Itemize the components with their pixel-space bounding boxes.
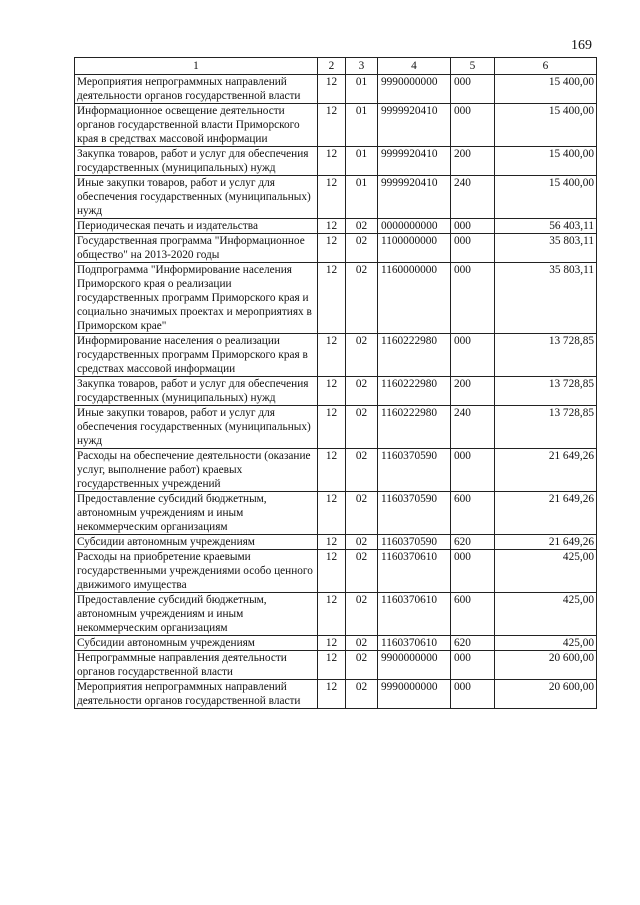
item-name-cell: Мероприятия непрограммных направлений деятельности органов государственной власти: [75, 680, 318, 709]
code-cell: 1160370590: [378, 492, 451, 535]
code-cell: 1160370610: [378, 636, 451, 651]
code-cell: 02: [346, 406, 378, 449]
table-row: [75, 492, 597, 535]
item-name-cell: Иные закупки товаров, работ и услуг для обеспечения государственных (муниципальных) нужд: [75, 406, 318, 449]
code-cell: 600: [451, 492, 495, 535]
table-row: [75, 680, 597, 709]
code-cell: 12: [318, 651, 346, 680]
table-row: [75, 651, 597, 680]
table-row: [75, 234, 597, 263]
sum-cell: 20 600,00: [495, 680, 597, 709]
code-cell: 12: [318, 680, 346, 709]
table-row: [75, 75, 597, 104]
code-cell: 000: [451, 651, 495, 680]
code-cell: 1160222980: [378, 406, 451, 449]
sum-cell: 15 400,00: [495, 75, 597, 104]
table-row: [75, 219, 597, 234]
code-cell: 000: [451, 75, 495, 104]
table-row: [75, 147, 597, 176]
item-name-cell: Субсидии автономным учреждениям: [75, 636, 318, 651]
sum-cell: 425,00: [495, 636, 597, 651]
item-name-cell: Иные закупки товаров, работ и услуг для обеспечения государственных (муниципальных) нужд: [75, 176, 318, 219]
code-cell: 12: [318, 406, 346, 449]
table-row: [75, 334, 597, 377]
sum-cell: 21 649,26: [495, 492, 597, 535]
code-cell: 12: [318, 104, 346, 147]
item-name-cell: Закупка товаров, работ и услуг для обеспечения государственных (муниципальных) нужд: [75, 147, 318, 176]
sum-cell: 13 728,85: [495, 406, 597, 449]
code-cell: 12: [318, 492, 346, 535]
code-cell: 000: [451, 334, 495, 377]
code-cell: 02: [346, 377, 378, 406]
sum-cell: 15 400,00: [495, 176, 597, 219]
budget-table: [74, 57, 597, 709]
code-cell: 1100000000: [378, 234, 451, 263]
sum-cell: 21 649,26: [495, 449, 597, 492]
table-body: [75, 75, 597, 709]
code-cell: 000: [451, 104, 495, 147]
header-cell: 5: [451, 58, 495, 75]
code-cell: 000: [451, 234, 495, 263]
code-cell: 1160370610: [378, 550, 451, 593]
item-name-cell: Информационное освещение деятельности органов государственной власти Приморского края в средствах массовой информации: [75, 104, 318, 147]
code-cell: 02: [346, 219, 378, 234]
code-cell: 12: [318, 263, 346, 334]
item-name-cell: Субсидии автономным учреждениям: [75, 535, 318, 550]
code-cell: 9999920410: [378, 104, 451, 147]
code-cell: 02: [346, 535, 378, 550]
code-cell: 9990000000: [378, 680, 451, 709]
code-cell: 02: [346, 334, 378, 377]
code-cell: 1160222980: [378, 334, 451, 377]
sum-cell: 35 803,11: [495, 263, 597, 334]
item-name-cell: Расходы на обеспечение деятельности (оказание услуг, выполнение работ) краевых государственных учреждений: [75, 449, 318, 492]
code-cell: 02: [346, 234, 378, 263]
table-header-row: [75, 58, 597, 75]
table-row: [75, 104, 597, 147]
code-cell: 000: [451, 550, 495, 593]
sum-cell: 35 803,11: [495, 234, 597, 263]
code-cell: 620: [451, 535, 495, 550]
code-cell: 620: [451, 636, 495, 651]
item-name-cell: Закупка товаров, работ и услуг для обеспечения государственных (муниципальных) нужд: [75, 377, 318, 406]
table-row: [75, 377, 597, 406]
page-number: 169: [571, 38, 592, 53]
table-row: [75, 263, 597, 334]
code-cell: 1160370590: [378, 535, 451, 550]
sum-cell: 15 400,00: [495, 147, 597, 176]
code-cell: 01: [346, 176, 378, 219]
code-cell: 9990000000: [378, 75, 451, 104]
code-cell: 200: [451, 377, 495, 406]
sum-cell: 425,00: [495, 593, 597, 636]
code-cell: 02: [346, 593, 378, 636]
item-name-cell: Подпрограмма "Информирование населения Приморского края о реализации государственных программ Приморского края и социально значимых проектах и мероприятиях в Приморском крае": [75, 263, 318, 334]
table-row: [75, 550, 597, 593]
code-cell: 000: [451, 263, 495, 334]
code-cell: 240: [451, 176, 495, 219]
item-name-cell: Предоставление субсидий бюджетным, автономным учреждениям и иным некоммерческим организациям: [75, 593, 318, 636]
code-cell: 01: [346, 75, 378, 104]
code-cell: 12: [318, 550, 346, 593]
code-cell: 12: [318, 219, 346, 234]
code-cell: 1160370610: [378, 593, 451, 636]
item-name-cell: Государственная программа "Информационное общество" на 2013-2020 годы: [75, 234, 318, 263]
header-cell: 2: [318, 58, 346, 75]
code-cell: 02: [346, 680, 378, 709]
code-cell: 12: [318, 593, 346, 636]
code-cell: 9999920410: [378, 147, 451, 176]
code-cell: 12: [318, 147, 346, 176]
code-cell: 0000000000: [378, 219, 451, 234]
item-name-cell: Информирование населения о реализации государственных программ Приморского края в средствах массовой информации: [75, 334, 318, 377]
code-cell: 1160000000: [378, 263, 451, 334]
table-row: [75, 176, 597, 219]
code-cell: 000: [451, 680, 495, 709]
sum-cell: 20 600,00: [495, 651, 597, 680]
code-cell: 02: [346, 449, 378, 492]
code-cell: 12: [318, 535, 346, 550]
header-cell: 6: [495, 58, 597, 75]
item-name-cell: Мероприятия непрограммных направлений деятельности органов государственной власти: [75, 75, 318, 104]
table-row: [75, 636, 597, 651]
code-cell: 000: [451, 219, 495, 234]
table-row: [75, 406, 597, 449]
sum-cell: 425,00: [495, 550, 597, 593]
sum-cell: 56 403,11: [495, 219, 597, 234]
code-cell: 000: [451, 449, 495, 492]
code-cell: 12: [318, 636, 346, 651]
header-cell: 4: [378, 58, 451, 75]
code-cell: 01: [346, 104, 378, 147]
code-cell: 600: [451, 593, 495, 636]
code-cell: 02: [346, 651, 378, 680]
code-cell: 12: [318, 449, 346, 492]
code-cell: 02: [346, 550, 378, 593]
item-name-cell: Предоставление субсидий бюджетным, автономным учреждениям и иным некоммерческим организациям: [75, 492, 318, 535]
sum-cell: 13 728,85: [495, 377, 597, 406]
code-cell: 1160222980: [378, 377, 451, 406]
sum-cell: 13 728,85: [495, 334, 597, 377]
code-cell: 02: [346, 636, 378, 651]
code-cell: 9999920410: [378, 176, 451, 219]
sum-cell: 15 400,00: [495, 104, 597, 147]
code-cell: 1160370590: [378, 449, 451, 492]
code-cell: 02: [346, 492, 378, 535]
table-row: [75, 535, 597, 550]
code-cell: 01: [346, 147, 378, 176]
table-row: [75, 593, 597, 636]
code-cell: 12: [318, 334, 346, 377]
item-name-cell: Непрограммные направления деятельности органов государственной власти: [75, 651, 318, 680]
code-cell: 200: [451, 147, 495, 176]
code-cell: 240: [451, 406, 495, 449]
code-cell: 12: [318, 234, 346, 263]
code-cell: 9900000000: [378, 651, 451, 680]
item-name-cell: Периодическая печать и издательства: [75, 219, 318, 234]
code-cell: 12: [318, 377, 346, 406]
header-cell: 3: [346, 58, 378, 75]
table-row: [75, 449, 597, 492]
code-cell: 12: [318, 176, 346, 219]
code-cell: 02: [346, 263, 378, 334]
sum-cell: 21 649,26: [495, 535, 597, 550]
header-cell: 1: [75, 58, 318, 75]
code-cell: 12: [318, 75, 346, 104]
item-name-cell: Расходы на приобретение краевыми государственными учреждениями особо ценного движимого имущества: [75, 550, 318, 593]
